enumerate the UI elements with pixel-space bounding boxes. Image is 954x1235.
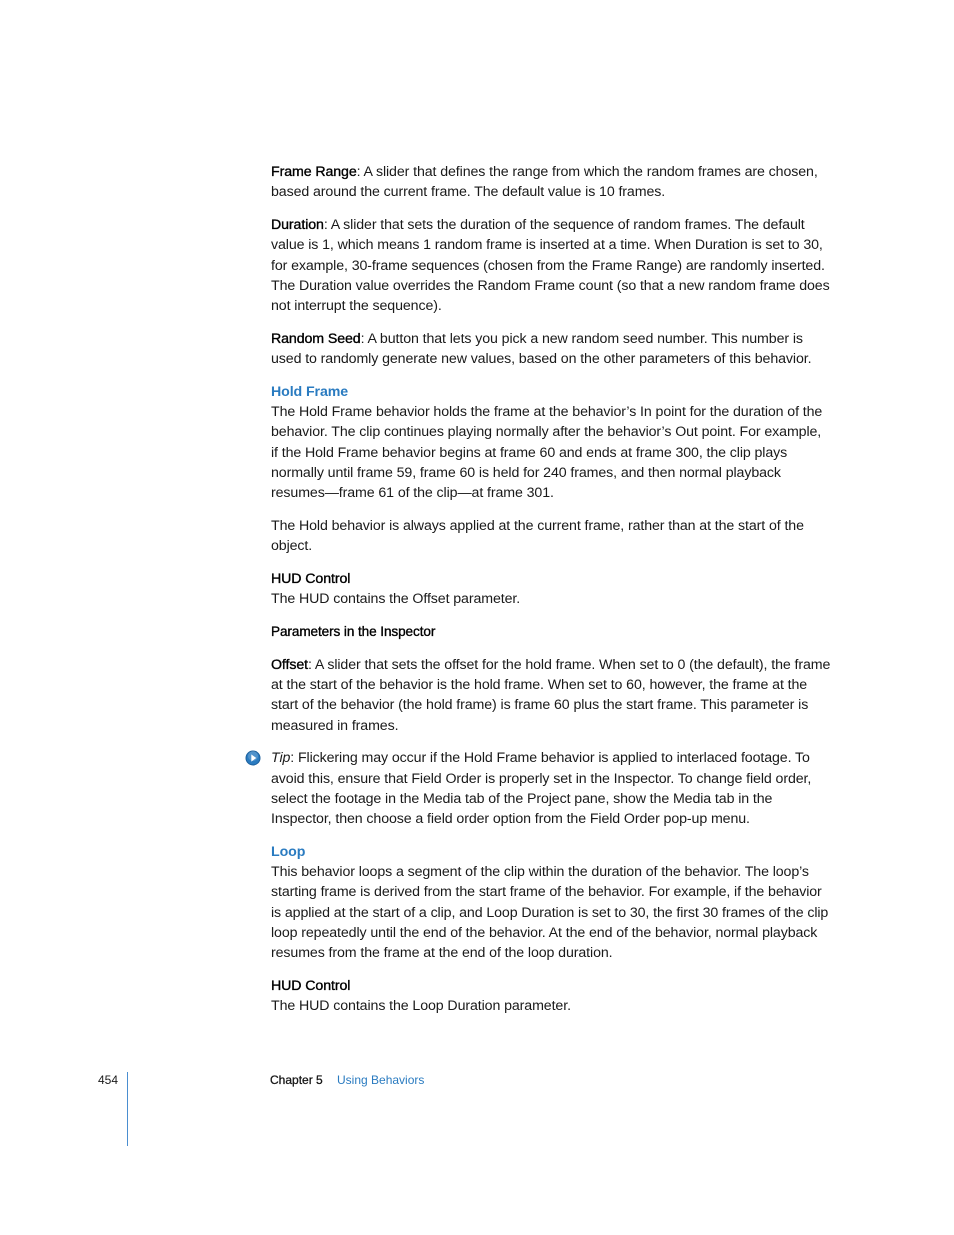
- loop-hud-text: The HUD contains the Loop Duration parameter.: [271, 998, 571, 1015]
- hold-frame-hud-text: The HUD contains the Offset parameter.: [271, 591, 521, 608]
- frame-range-text: : A slider that defines the range from which the random frames are chosen, based around the current frame. The default value is 10 frames.: [271, 164, 818, 201]
- random-seed-paragraph: [271, 329, 831, 370]
- inspector-parameters-heading: Parameters in the Inspector: [271, 623, 436, 639]
- offset-term: Offset: [271, 656, 308, 673]
- duration-term: Duration: [271, 216, 324, 233]
- chapter-title-link[interactable]: Using Behaviors: [337, 1073, 425, 1087]
- loop-heading: Loop: [271, 843, 306, 860]
- footer-divider: [127, 1072, 128, 1146]
- hold-frame-note: The Hold behavior is always applied at the current frame, rather than at the start of the object.: [271, 518, 804, 555]
- offset-text: : A slider that sets the offset for the hold frame. When set to 0 (the default), the frame at the start of the behavior is the hold frame. When set to 60, however, the frame at the start of the behavior (the hold frame) is frame 60 plus the start frame. This parameter is measured in frames.: [271, 656, 831, 734]
- play-arrow-icon: [245, 750, 261, 766]
- random-seed-term: Random Seed: [271, 330, 361, 347]
- hold-frame-hud-heading: HUD Control: [271, 571, 351, 587]
- tip-text: : Flickering may occur if the Hold Frame behavior is applied to interlaced footage. To avoid this, ensure that Field Order is properly set in the Inspector. To change field order, select the footage in the Media tab of the Project pane, show the Media tab in the Inspector, then choose a field order option from the Field Order pop-up menu.: [271, 750, 812, 828]
- frame-range-paragraph: [271, 162, 831, 203]
- duration-paragraph: [271, 215, 831, 316]
- tip-label: Tip: [271, 750, 291, 767]
- page-number: 454: [98, 1073, 119, 1087]
- hold-frame-heading: Hold Frame: [271, 383, 349, 400]
- loop-intro: This behavior loops a segment of the clip within the duration of the behavior. The loop’s starting frame is derived from the start frame of the behavior. For example, if the behavior is applied at the start of a clip, and Loop Duration is set to 30, the first 30 frames of the clip loop repeatedly until the end of the behavior. At the end of the behavior, normal playback resumes from the frame at the end of the loop duration.: [271, 864, 829, 962]
- offset-paragraph: [271, 655, 831, 736]
- tip-paragraph: [271, 748, 831, 829]
- chapter-label: Chapter 5: [270, 1073, 323, 1087]
- hold-frame-intro: The Hold Frame behavior holds the frame at the behavior’s In point for the duration of the behavior. The clip continues playing normally after the behavior’s Out point. For example, if the Hold Frame behavior begins at frame 60 and ends at frame 300, the clip plays normally until frame 59, frame 60 is held for 240 frames, and then normal playback resumes—frame 61 of the clip—at frame 301.: [271, 404, 823, 502]
- page-body: [271, 162, 831, 1029]
- duration-text: : A slider that sets the duration of the sequence of random frames. The default value is 1, which means 1 random frame is inserted at a time. When Duration is set to 30, for example, 30-frame sequences (chosen from the Frame Range) are randomly inserted. The Duration value overrides the Random Frame count (so that a new random frame does not interrupt the sequence).: [271, 216, 830, 315]
- frame-range-term: Frame Range: [271, 164, 357, 180]
- random-seed-text: : A button that lets you pick a new random seed number. This number is used to randomly generate new values, based on the other parameters of this behavior.: [271, 330, 812, 368]
- loop-hud-heading: HUD Control: [271, 978, 351, 994]
